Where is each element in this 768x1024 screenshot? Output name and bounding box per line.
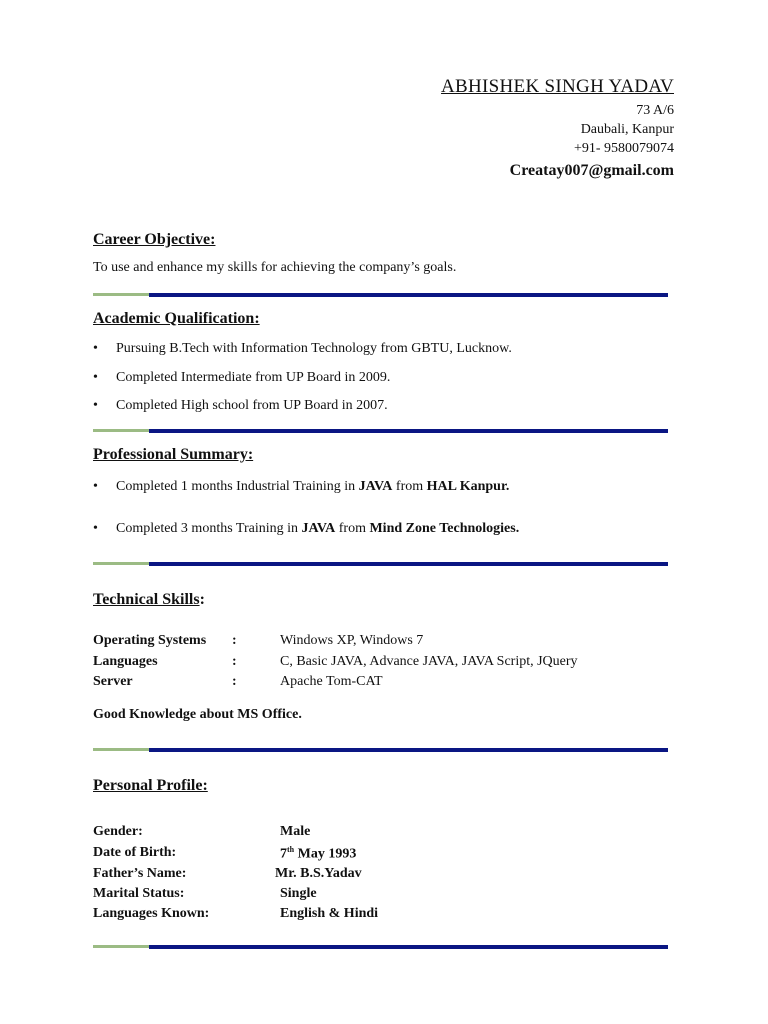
bullet-icon: •	[93, 521, 98, 536]
career-objective-text: To use and enhance my skills for achieving the company’s goals.	[93, 260, 457, 275]
resume-header	[441, 76, 674, 182]
item-text: from	[335, 521, 370, 536]
personal-profile-title: Personal Profile:	[93, 777, 208, 794]
email-address: Creatay007@gmail.com	[509, 162, 674, 179]
dob-suffix: th	[287, 845, 295, 854]
academic-item-text: Completed High school from UP Board in 2007.	[116, 398, 388, 413]
item-org: HAL Kanpur.	[426, 479, 510, 494]
career-objective-title: Career Objective:	[93, 231, 216, 248]
ms-office-note: Good Knowledge about MS Office.	[93, 707, 302, 722]
dob-day: 7	[280, 846, 287, 862]
academic-item-text: Pursuing B.Tech with Information Technology from GBTU, Lucknow.	[116, 341, 512, 356]
skill-separator: :	[232, 674, 237, 689]
academic-item-text: Completed Intermediate from UP Board in 2009.	[116, 370, 391, 385]
profile-label: Date of Birth:	[93, 845, 177, 860]
profile-label: Gender:	[93, 824, 143, 839]
phone-number: +91- 9580079074	[573, 141, 674, 156]
professional-summary-section	[93, 446, 668, 536]
professional-item-text	[116, 479, 509, 495]
professional-summary-title: Professional Summary:	[93, 446, 254, 463]
bullet-icon: •	[93, 341, 98, 356]
personal-profile-section	[93, 777, 668, 795]
item-text: Completed 1 months Industrial Training in	[116, 479, 359, 494]
item-text: Completed 3 months Training in	[116, 521, 302, 536]
profile-value	[280, 845, 356, 863]
profile-value: Mr. B.S.Yadav	[275, 866, 362, 881]
career-objective-section	[93, 231, 668, 277]
profile-label: Languages Known:	[93, 906, 210, 921]
skill-separator: :	[232, 654, 237, 669]
address-line-1: 73 A/6	[636, 103, 674, 118]
technical-skills-title-colon: :	[199, 591, 205, 608]
bullet-icon: •	[93, 370, 98, 385]
technical-skills-section	[93, 591, 668, 609]
candidate-name: ABHISHEK SINGH YADAV	[441, 76, 674, 97]
academic-section	[93, 310, 668, 413]
section-divider	[93, 293, 668, 297]
skill-separator: :	[232, 633, 237, 648]
profile-label: Father’s Name:	[93, 866, 187, 881]
section-divider	[93, 429, 668, 433]
skill-label: Server	[93, 674, 133, 689]
profile-value: Male	[280, 824, 311, 839]
profile-value: English & Hindi	[280, 906, 379, 921]
profile-label: Marital Status:	[93, 886, 185, 901]
skill-label: Languages	[93, 654, 158, 669]
item-skill: JAVA	[358, 479, 393, 494]
skill-label: Operating Systems	[93, 633, 207, 648]
professional-item-text	[116, 521, 519, 537]
technical-skills-title-text: Technical Skills	[93, 591, 200, 608]
item-org: Mind Zone Technologies.	[369, 521, 520, 536]
section-divider	[93, 945, 668, 949]
item-skill: JAVA	[301, 521, 336, 536]
section-divider	[93, 748, 668, 752]
section-divider	[93, 562, 668, 566]
skill-value: Apache Tom-CAT	[280, 674, 383, 689]
academic-title: Academic Qualification:	[93, 310, 260, 327]
item-text: from	[392, 479, 427, 494]
profile-value: Single	[280, 886, 317, 901]
skill-value: C, Basic JAVA, Advance JAVA, JAVA Script, JQuery	[280, 654, 578, 669]
dob-rest: May 1993	[294, 846, 357, 862]
bullet-icon: •	[93, 479, 98, 494]
address-line-2: Daubali, Kanpur	[580, 122, 674, 137]
bullet-icon: •	[93, 398, 98, 413]
skill-value: Windows XP, Windows 7	[280, 633, 424, 648]
technical-skills-title	[93, 591, 668, 609]
